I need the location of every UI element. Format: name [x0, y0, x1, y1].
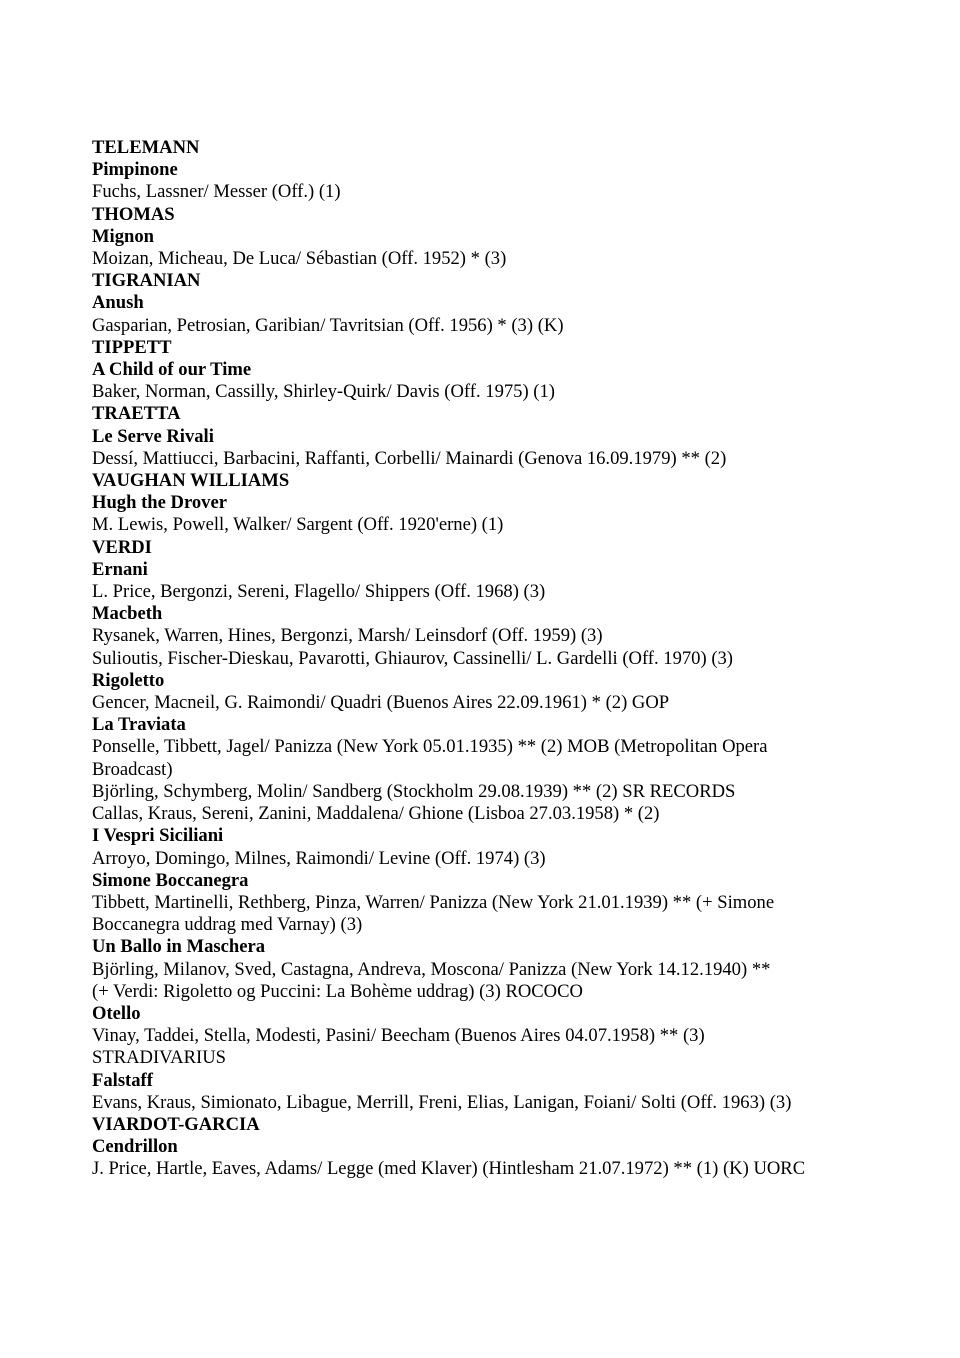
work-title: La Traviata — [92, 714, 186, 736]
recording-line: Tibbett, Martinelli, Rethberg, Pinza, Warren/ Panizza (New York 21.01.1939) ** (+ Simone — [92, 891, 775, 913]
composer-heading: VIARDOT-GARCIA — [92, 1113, 260, 1135]
work-title: Anush — [92, 292, 144, 314]
work-title: Macbeth — [92, 603, 163, 625]
composer-heading: TIGRANIAN — [92, 270, 201, 292]
work-title: Cendrillon — [92, 1136, 178, 1158]
recording-line: Broadcast) — [92, 758, 173, 780]
work-title: Rigoletto — [92, 669, 165, 691]
recording-line: (+ Verdi: Rigoletto og Puccini: La Bohème uddrag) (3) ROCOCO — [92, 980, 583, 1002]
work-title: Otello — [92, 1002, 141, 1024]
recording-line: Boccanegra uddrag med Varnay) (3) — [92, 914, 363, 936]
recording-line: Moizan, Micheau, De Luca/ Sébastian (Off. 1952) * (3) — [92, 248, 507, 270]
document-page — [92, 137, 942, 1181]
work-title: Hugh the Drover — [92, 492, 227, 514]
recording-line: Gasparian, Petrosian, Garibian/ Tavritsian (Off. 1956) * (3) (K) — [92, 314, 564, 336]
work-title: Mignon — [92, 225, 154, 247]
composer-heading: TELEMANN — [92, 137, 200, 158]
recording-line: Björling, Milanov, Sved, Castagna, Andreva, Moscona/ Panizza (New York 14.12.1940) ** — [92, 958, 771, 980]
recording-line: STRADIVARIUS — [92, 1047, 226, 1069]
composer-heading: THOMAS — [92, 203, 175, 225]
recording-line: Gencer, Macneil, G. Raimondi/ Quadri (Buenos Aires 22.09.1961) * (2) GOP — [92, 692, 670, 714]
work-title: Pimpinone — [92, 159, 178, 181]
work-title: Un Ballo in Maschera — [92, 936, 266, 958]
recording-line: Callas, Kraus, Sereni, Zanini, Maddalena/ Ghione (Lisboa 27.03.1958) * (2) — [92, 803, 660, 825]
composer-heading: TRAETTA — [92, 403, 181, 425]
work-title: I Vespri Siciliani — [92, 825, 224, 847]
recording-line: Baker, Norman, Cassilly, Shirley-Quirk/ Davis (Off. 1975) (1) — [92, 381, 555, 403]
recording-line: Evans, Kraus, Simionato, Libague, Merrill, Freni, Elias, Lanigan, Foiani/ Solti (Off. 1963) (3) — [92, 1091, 792, 1113]
composer-heading: VERDI — [92, 536, 152, 558]
recording-line: Sulioutis, Fischer-Dieskau, Pavarotti, Ghiaurov, Cassinelli/ L. Gardelli (Off. 1970) (3) — [92, 647, 734, 669]
work-title: A Child of our Time — [92, 359, 252, 381]
composer-heading: VAUGHAN WILLIAMS — [92, 470, 290, 492]
recording-line: Vinay, Taddei, Stella, Modesti, Pasini/ Beecham (Buenos Aires 04.07.1958) ** (3) — [92, 1025, 705, 1047]
composer-heading: TIPPETT — [92, 336, 172, 358]
work-title: Le Serve Rivali — [92, 425, 214, 447]
recording-line: Fuchs, Lassner/ Messer (Off.) (1) — [92, 181, 341, 203]
recording-line: M. Lewis, Powell, Walker/ Sargent (Off. 1920'erne) (1) — [92, 514, 504, 536]
recording-line: Arroyo, Domingo, Milnes, Raimondi/ Levine (Off. 1974) (3) — [92, 847, 546, 869]
recording-line: L. Price, Bergonzi, Sereni, Flagello/ Shippers (Off. 1968) (3) — [92, 581, 546, 603]
recording-line: J. Price, Hartle, Eaves, Adams/ Legge (med Klaver) (Hintlesham 21.07.1972) ** (1) (K) UORC — [92, 1158, 806, 1180]
recording-line: Dessí, Mattiucci, Barbacini, Raffanti, Corbelli/ Mainardi (Genova 16.09.1979) ** (2) — [92, 447, 727, 469]
work-title: Ernani — [92, 558, 148, 580]
recording-line: Ponselle, Tibbett, Jagel/ Panizza (New York 05.01.1935) ** (2) MOB (Metropolitan Opera — [92, 736, 768, 758]
recording-line: Björling, Schymberg, Molin/ Sandberg (Stockholm 29.08.1939) ** (2) SR RECORDS — [92, 780, 736, 802]
work-title: Falstaff — [92, 1069, 153, 1091]
recording-line: Rysanek, Warren, Hines, Bergonzi, Marsh/ Leinsdorf (Off. 1959) (3) — [92, 625, 603, 647]
work-title: Simone Boccanegra — [92, 869, 249, 891]
